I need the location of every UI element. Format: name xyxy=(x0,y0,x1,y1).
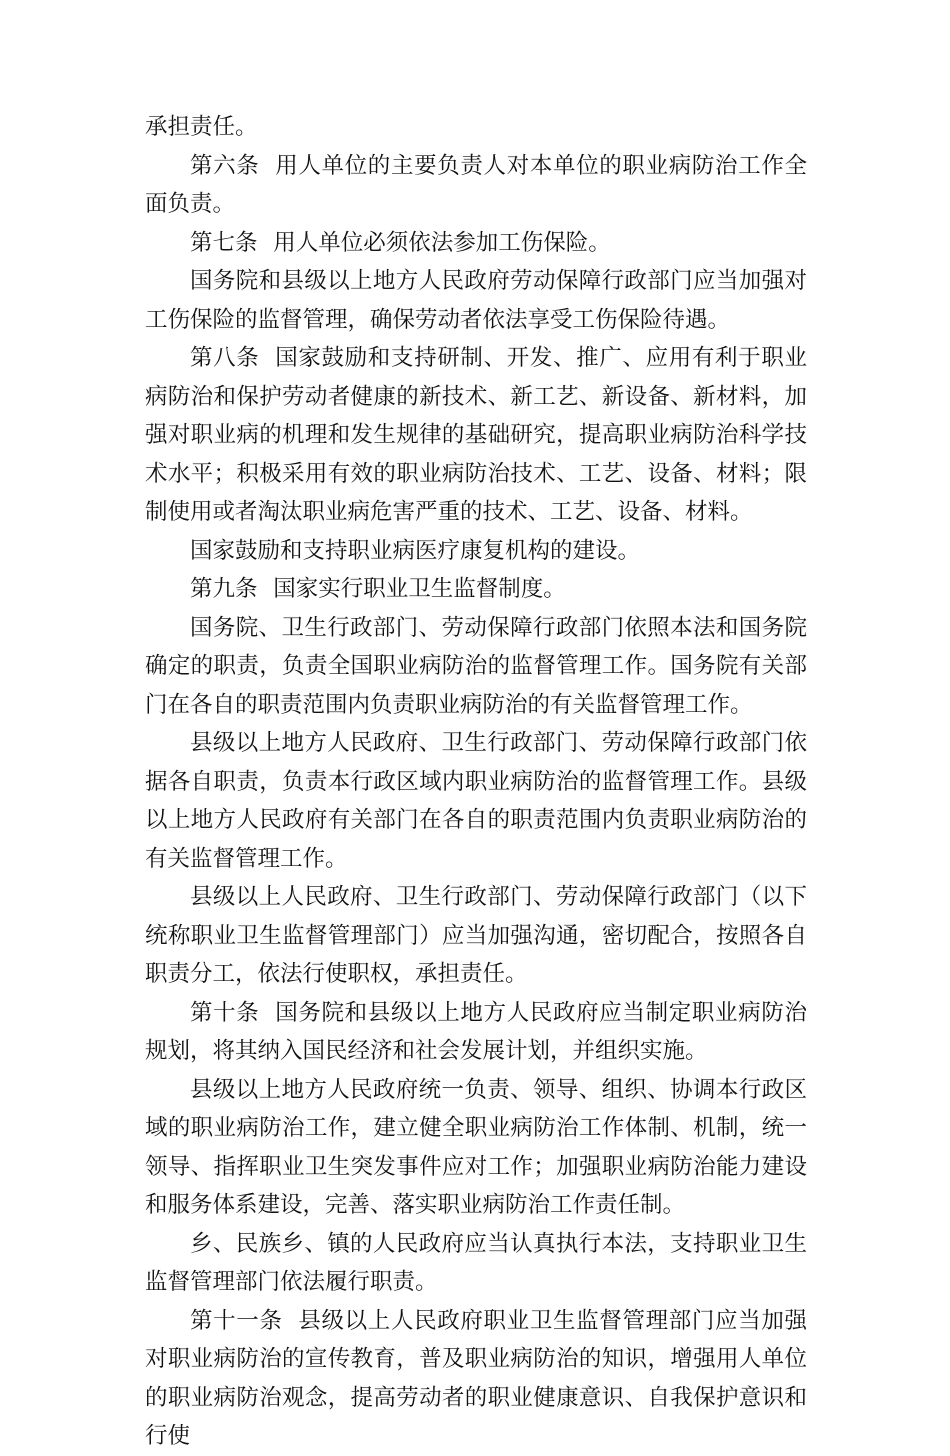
paragraph-7 xyxy=(145,609,807,725)
paragraph-text: 国务院和县级以上地方人民政府劳动保障行政部门应当加强对工伤保险的监督管理，确保劳动者依法享受工伤保险待遇。 xyxy=(145,268,807,333)
paragraph-text: 国家实行职业卫生监督制度。 xyxy=(273,576,566,602)
article-number: 第十一条 xyxy=(190,1307,283,1334)
paragraph-text: 国家鼓励和支持研制、开发、推广、应用有利于职业病防治和保护劳动者健康的新技术、新工艺、新设备、新材料，加强对职业病的机理和发生规律的基础研究，提高职业病防治科学技术水平；积极采用有效的职业病防治技术、工艺、设备、材料；限制使用或者淘汰职业病危害严重的技术、工艺、设备、材料。 xyxy=(145,345,807,525)
paragraph-text: 承担责任。 xyxy=(145,114,258,140)
article-number: 第六条 xyxy=(190,152,260,179)
paragraph-8 xyxy=(145,724,807,878)
paragraph-text: 县级以上地方人民政府统一负责、领导、组织、协调本行政区域的职业病防治工作，建立健全职业病防治工作体制、机制，统一领导、指挥职业卫生突发事件应对工作；加强职业病防治能力建设和服务体系建设，完善、落实职业病防治工作责任制。 xyxy=(145,1076,807,1218)
paragraph-text: 县级以上地方人民政府、卫生行政部门、劳动保障行政部门依据各自职责，负责本行政区域内职业病防治的监督管理工作。县级以上地方人民政府有关部门在各自的职责范围内负责职业病防治的有关监督管理工作。 xyxy=(145,730,807,872)
article-number: 第九条 xyxy=(190,576,258,602)
article-9 xyxy=(145,570,807,609)
article-number: 第八条 xyxy=(190,345,260,371)
paragraph-text: 县级以上人民政府职业卫生监督管理部门应当加强对职业病防治的宣传教育，普及职业病防治的知识，增强用人单位的职业病防治观念，提高劳动者的职业健康意识、自我保护意识和行使 xyxy=(145,1307,807,1449)
paragraph-text: 用人单位的主要负责人对本单位的职业病防治工作全面负责。 xyxy=(145,152,807,217)
paragraph-text: 国家鼓励和支持职业病医疗康复机构的建设。 xyxy=(190,537,641,564)
article-number: 第七条 xyxy=(190,229,258,256)
paragraph-11 xyxy=(145,1071,807,1225)
paragraph-9 xyxy=(145,878,807,994)
article-7 xyxy=(145,224,807,263)
paragraph-3 xyxy=(145,262,807,339)
paragraph-text: 用人单位必须依法参加工伤保险。 xyxy=(273,229,611,256)
article-10 xyxy=(145,994,807,1071)
paragraph-text: 国务院和县级以上地方人民政府应当制定职业病防治规划，将其纳入国民经济和社会发展计划，并组织实施。 xyxy=(145,999,807,1064)
paragraph-text: 国务院、卫生行政部门、劳动保障行政部门依照本法和国务院确定的职责，负责全国职业病防治的监督管理工作。国务院有关部门在各自的职责范围内负责职业病防治的有关监督管理工作。 xyxy=(145,614,807,718)
paragraph-text: 县级以上人民政府、卫生行政部门、劳动保障行政部门（以下统称职业卫生监督管理部门）应当加强沟通，密切配合，按照各自职责分工，依法行使职权，承担责任。 xyxy=(145,884,807,987)
paragraph-12 xyxy=(145,1225,807,1302)
paragraph-5 xyxy=(145,532,807,571)
document-page xyxy=(145,108,807,1456)
article-8 xyxy=(145,339,807,532)
article-6 xyxy=(145,147,807,224)
paragraph-0 xyxy=(145,108,807,147)
paragraph-text: 乡、民族乡、镇的人民政府应当认真执行本法，支持职业卫生监督管理部门依法履行职责。 xyxy=(145,1230,807,1295)
article-number: 第十条 xyxy=(190,999,260,1026)
article-11 xyxy=(145,1302,807,1456)
